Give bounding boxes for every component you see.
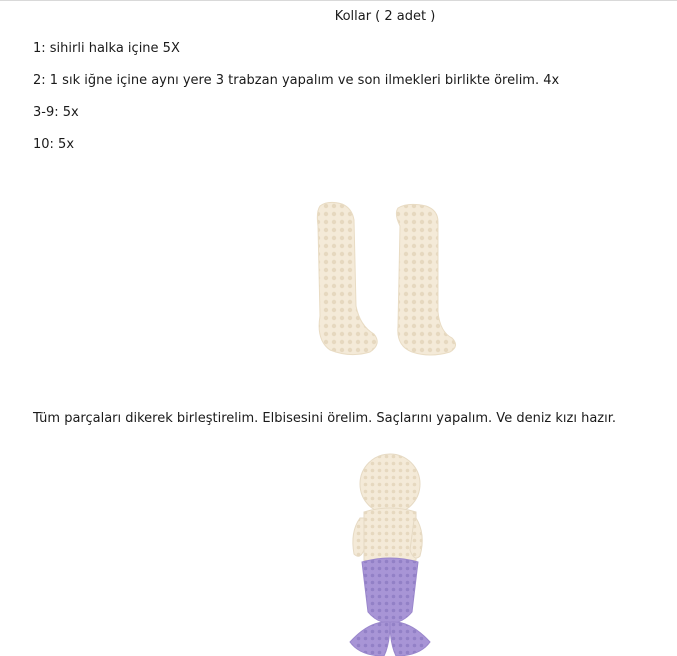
step-10: 10: 5x [33, 137, 75, 152]
section-title: Kollar ( 2 adet ) [334, 9, 436, 24]
doll-left-arm [353, 518, 364, 556]
doll-fin-left [350, 622, 390, 656]
top-divider [0, 0, 677, 1]
doll-fin-right [390, 622, 430, 656]
closing-paragraph: Tüm parçaları dikerek birleştirelim. Elbisesini örelim. Saçlarını yapalım. Ve deniz kızı hazır. [33, 411, 617, 426]
doll-head [360, 454, 420, 514]
step-3-9: 3-9: 5x [33, 105, 79, 120]
right-arm [396, 204, 455, 355]
mermaid-doll-photo [320, 446, 450, 656]
doll-tail [362, 558, 418, 624]
step-2: 2: 1 sık iğne içine aynı yere 3 trabzan yapalım ve son ilmekleri birlikte örelim. 4x [33, 73, 560, 88]
step-1: 1: sihirli halka içine 5X [33, 41, 180, 56]
crochet-arms-photo [290, 186, 480, 376]
doll-body [364, 508, 416, 566]
left-arm [317, 202, 377, 354]
